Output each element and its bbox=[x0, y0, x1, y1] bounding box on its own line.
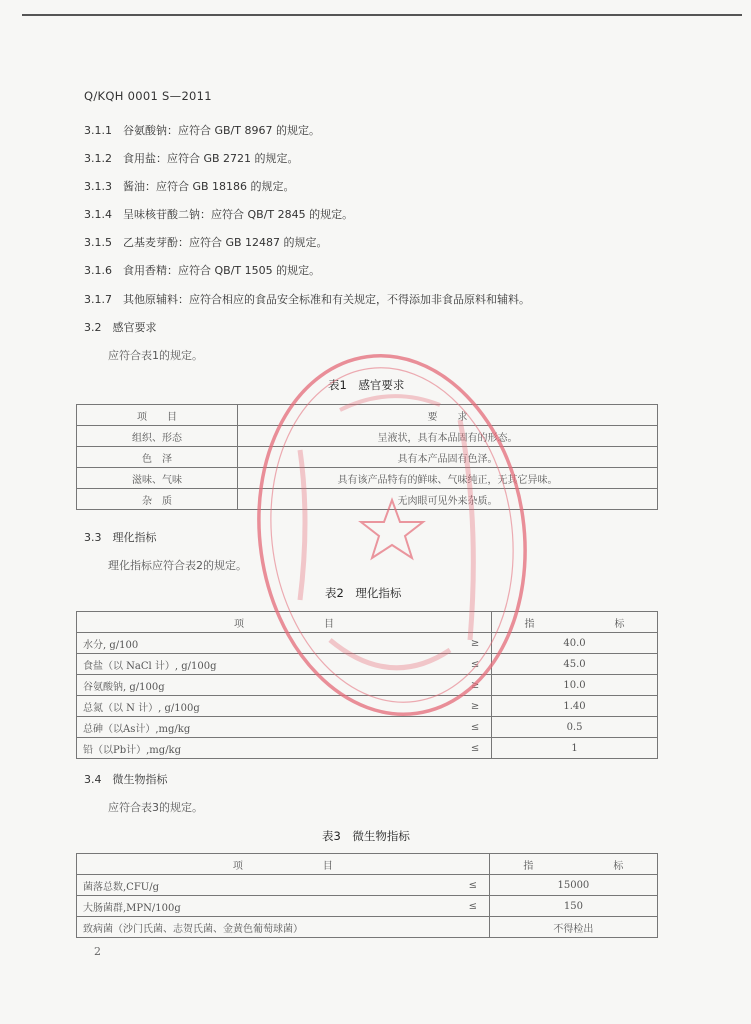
table-row: 项 目 要 求 bbox=[77, 405, 658, 426]
clause-3-1-3: 3.1.3 酱油：应符合 GB 18186 的规定。 bbox=[84, 180, 295, 193]
table-row: 杂 质 无肉眼可见外来杂质。 bbox=[77, 489, 658, 510]
table2-caption: 表2 理化指标 bbox=[325, 586, 402, 600]
table-row: 水分, g/100 ≥ 40.0 bbox=[77, 633, 658, 654]
table-row: 大肠菌群,MPN/100g ≤ 150 bbox=[77, 896, 658, 917]
section-3-3-text: 理化指标应符合表2的规定。 bbox=[108, 559, 247, 572]
section-3-4-heading: 3.4 微生物指标 bbox=[84, 773, 168, 786]
table-row: 色 泽 具有本产品固有色泽。 bbox=[77, 447, 658, 468]
section-3-2-text: 应符合表1的规定。 bbox=[108, 349, 203, 362]
header-rule bbox=[22, 14, 742, 16]
clause-3-1-1: 3.1.1 谷氨酸钠：应符合 GB/T 8967 的规定。 bbox=[84, 124, 320, 137]
table3-caption: 表3 微生物指标 bbox=[322, 829, 410, 843]
clause-3-1-7: 3.1.7 其他原辅料：应符合相应的食品安全标准和有关规定，不得添加非食品原料和辅料。 bbox=[84, 293, 530, 306]
page-number: 2 bbox=[94, 945, 101, 958]
table-row: 组织、形态 呈液状，具有本品固有的形态。 bbox=[77, 426, 658, 447]
section-3-3-heading: 3.3 理化指标 bbox=[84, 531, 157, 544]
table3-microbiological bbox=[76, 853, 658, 938]
clause-3-1-4: 3.1.4 呈味核苷酸二钠：应符合 QB/T 2845 的规定。 bbox=[84, 208, 354, 221]
table-row: 食盐（以 NaCl 计）, g/100g ≤ 45.0 bbox=[77, 654, 658, 675]
clause-3-1-6: 3.1.6 食用香精：应符合 QB/T 1505 的规定。 bbox=[84, 264, 321, 277]
table-row: 总砷（以As计）,mg/kg ≤ 0.5 bbox=[77, 717, 658, 738]
table1-caption: 表1 感官要求 bbox=[328, 378, 405, 392]
standard-code: Q/KQH 0001 S—2011 bbox=[84, 89, 212, 103]
table-row: 项 目 指 标 bbox=[77, 854, 658, 875]
table2-physicochemical bbox=[76, 611, 658, 759]
clause-3-1-2: 3.1.2 食用盐：应符合 GB 2721 的规定。 bbox=[84, 152, 299, 165]
table-row: 总氮（以 N 计）, g/100g ≥ 1.40 bbox=[77, 696, 658, 717]
section-3-4-text: 应符合表3的规定。 bbox=[108, 801, 203, 814]
table-row: 铅（以Pb计）,mg/kg ≤ 1 bbox=[77, 738, 658, 759]
clause-3-1-5: 3.1.5 乙基麦芽酚：应符合 GB 12487 的规定。 bbox=[84, 236, 328, 249]
table-row: 项 目 指 标 bbox=[77, 612, 658, 633]
table-row: 滋味、气味 具有该产品特有的鲜味、气味纯正，无其它异味。 bbox=[77, 468, 658, 489]
section-3-2-heading: 3.2 感官要求 bbox=[84, 321, 157, 334]
table-row: 菌落总数,CFU/g ≤ 15000 bbox=[77, 875, 658, 896]
table-row: 致病菌（沙门氏菌、志贺氏菌、金黄色葡萄球菌） 不得检出 bbox=[77, 917, 658, 938]
table1-sensory bbox=[76, 404, 658, 510]
table-row: 谷氨酸钠, g/100g ≥ 10.0 bbox=[77, 675, 658, 696]
